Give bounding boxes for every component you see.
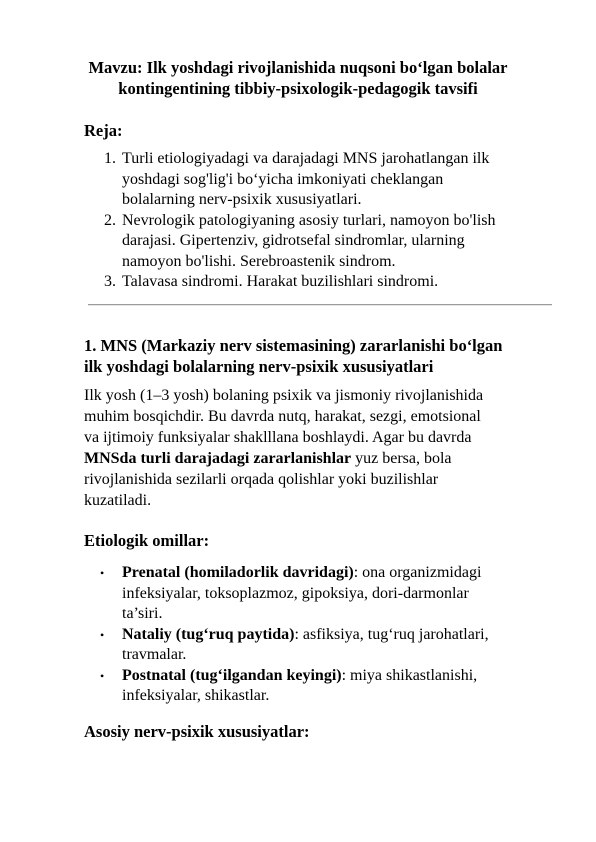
etiology-item <box>100 666 544 707</box>
plan-item-line: Turli etiologiyadagi va darajadagi MNS jarohatlangan ilk <box>122 150 490 167</box>
etiology-item <box>100 563 544 625</box>
etiology-item-line <box>122 625 544 646</box>
etiology-item-line <box>122 563 544 584</box>
plan-item-number: 1. <box>104 150 116 167</box>
section-heading <box>84 335 554 377</box>
paragraph-line: Ilk yosh (1–3 yosh) bolaning psixik va jismoniy rivojlanishida <box>84 387 484 404</box>
paragraph-line <box>84 448 554 469</box>
paragraph-line: va ijtimoiy funksiyalar shaklllana boshlaydi. Agar bu davrda <box>84 429 472 446</box>
paragraph-line: muhim bosqichdir. Bu davrda nutq, harakat, sezgi, emotsional <box>84 408 481 425</box>
etiology-item-line: ta’siri. <box>122 605 163 622</box>
paragraph-line: kuzatiladi. <box>84 492 152 509</box>
plan-item-number: 2. <box>104 211 116 229</box>
etiology-item-line: infeksiyalar, shikastlar. <box>122 687 270 704</box>
title-line: Mavzu: Ilk yoshdagi rivojlanishida nuqsoni bo‘lgan bolalar <box>88 58 508 77</box>
section-heading-line: 1. MNS (Markaziy nerv sistemasining) zararlanishi bo‘lgan <box>84 336 503 355</box>
paragraph-text: yuz bersa, bola <box>351 450 452 467</box>
etiology-list <box>100 563 544 707</box>
etiology-item-text: : miya shikastlanishi, <box>341 666 478 684</box>
plan-list <box>104 149 544 293</box>
plan-item-line: darajasi. Gipertenziv, gidrotsefal sindromlar, ularning <box>122 232 465 249</box>
paragraph-line: rivojlanishida sezilarli orqada qolishlar yoki buzilishlar <box>84 471 439 488</box>
plan-item-line: namoyon bo'lishi. Serebroastenik sindrom. <box>122 252 396 270</box>
bullet-icon: • <box>100 627 105 642</box>
bullet-icon: • <box>100 566 105 580</box>
etiology-item-term: Prenatal (homiladorlik davridagi) <box>122 564 354 581</box>
plan-item-number: 3. <box>104 273 116 290</box>
plan-label: Reja: <box>84 121 123 140</box>
plan-item-line: bolalarning nerv-psixik xususiyatlari. <box>122 191 362 208</box>
title-line: kontingentining tibbiy-psixologik-pedagogik tavsifi <box>118 79 478 98</box>
intro-paragraph <box>84 385 554 511</box>
plan-item <box>104 272 544 293</box>
document-title <box>80 57 516 99</box>
section-heading-line: ilk yoshdagi bolalarning nerv-psixik xususiyatlari <box>84 357 434 376</box>
plan-item <box>104 149 544 211</box>
etiology-item <box>100 625 544 666</box>
features-label: Asosiy nerv-psixik xususiyatlar: <box>84 722 310 741</box>
etiology-label: Etiologik omillar: <box>84 531 210 550</box>
etiology-item-line: infeksiyalar, toksoplazmoz, gipoksiya, dori-darmonlar <box>122 584 469 602</box>
plan-item-line: Talavasa sindromi. Harakat buzilishlari sindromi. <box>122 273 439 290</box>
plan-item-line: Nevrologik patologiyaning asosiy turlari, namoyon bo'lish <box>122 211 496 229</box>
etiology-item-term: Nataliy (tug‘ruq paytida) <box>122 625 295 643</box>
plan-item-line: yoshdagi sog'lig'i bo‘yicha imkoniyati cheklangan <box>122 170 444 188</box>
etiology-item-line: travmalar. <box>122 646 187 663</box>
horizontal-divider <box>88 304 552 306</box>
etiology-item-text: : asfiksiya, tug‘ruq jarohatlari, <box>294 625 489 643</box>
etiology-item-term: Postnatal (tug‘ilgandan keyingi) <box>122 666 342 684</box>
bullet-icon: • <box>100 668 105 683</box>
emphasis-text: MNSda turli darajadagi zararlanishlar <box>84 450 352 467</box>
etiology-item-line <box>122 666 544 687</box>
plan-item <box>104 211 544 273</box>
etiology-item-text: : ona organizmidagi <box>353 564 482 581</box>
